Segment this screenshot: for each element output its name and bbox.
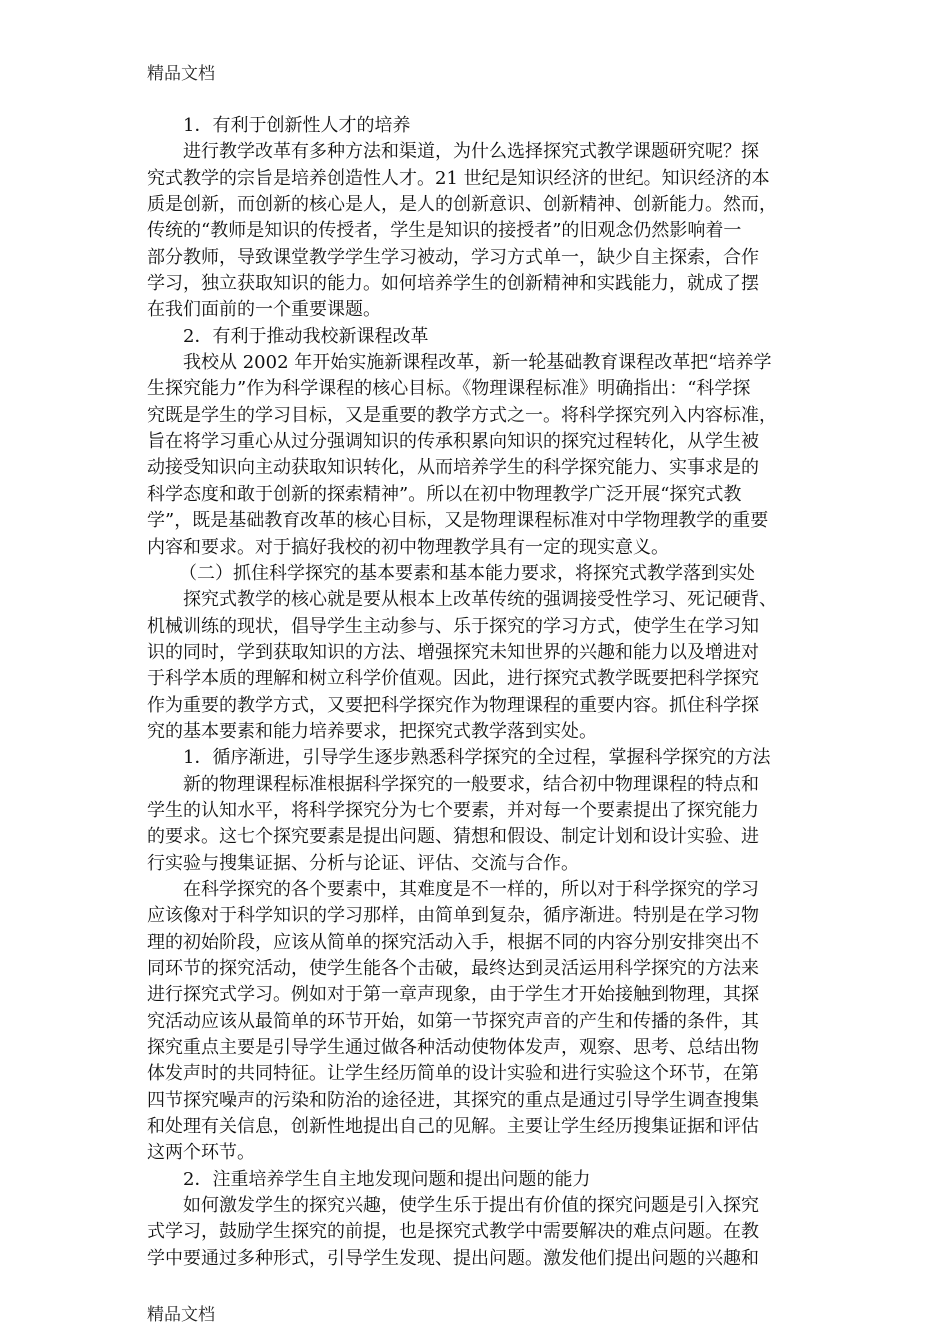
paragraph-line: 四节探究噪声的污染和防治的途径进，其探究的重点是通过引导学生调查搜集 bbox=[147, 1089, 759, 1111]
section-heading: 2．有利于推动我校新课程改革 bbox=[183, 325, 429, 347]
paragraph-line: 学生的认知水平，将科学探究分为七个要素，并对每一个要素提出了探究能力 bbox=[147, 799, 759, 821]
section-heading: 2．注重培养学生自主地发现问题和提出问题的能力 bbox=[183, 1168, 591, 1190]
paragraph-line: 的要求。这七个探究要素是提出问题、猜想和假设、制定计划和设计实验、进 bbox=[147, 826, 759, 848]
paragraph-line: 行实验与搜集证据、分析与论证、评估、交流与合作。 bbox=[147, 852, 579, 874]
paragraph-line: 机械训练的现状，倡导学生主动参与、乐于探究的学习方式，使学生在学习知 bbox=[147, 615, 759, 637]
paragraph-line: 作为重要的教学方式，又要把科学探究作为物理课程的重要内容。抓住科学探 bbox=[147, 694, 759, 716]
paragraph-line: 学中要通过多种形式，引导学生发现、提出问题。激发他们提出问题的兴趣和 bbox=[147, 1247, 759, 1269]
page-header: 精品文档 bbox=[147, 64, 215, 84]
paragraph-line: 生探究能力”作为科学课程的核心目标。《物理课程标准》明确指出：“科学探 bbox=[147, 378, 751, 400]
paragraph-line: 科学态度和敢于创新的探索精神”。所以在初中物理教学广泛开展“探究式教 bbox=[147, 483, 742, 505]
paragraph-line: 新的物理课程标准根据科学探究的一般要求，结合初中物理课程的特点和 bbox=[183, 773, 759, 795]
paragraph-line: 动接受知识向主动获取知识转化，从而培养学生的科学探究能力、实事求是的 bbox=[147, 457, 759, 479]
paragraph-line: 究式教学的宗旨是培养创造性人才。21 世纪是知识经济的世纪。知识经济的本 bbox=[147, 167, 770, 189]
paragraph-line: 于科学本质的理解和树立科学价值观。因此，进行探究式教学既要把科学探究 bbox=[147, 668, 759, 690]
paragraph-line: 我校从 2002 年开始实施新课程改革，新一轮基础教育课程改革把“培养学 bbox=[183, 352, 772, 374]
section-heading: 1．循序渐进，引导学生逐步熟悉科学探究的全过程，掌握科学探究的方法 bbox=[183, 747, 771, 769]
paragraph-line: 探究重点主要是引导学生通过做各种活动使物体发声，观察、思考、总结出物 bbox=[147, 1037, 759, 1059]
paragraph-line: 旨在将学习重心从过分强调知识的传承积累向知识的探究过程转化，从学生被 bbox=[147, 431, 759, 453]
paragraph-line: 应该像对于科学知识的学习那样，由简单到复杂，循序渐进。特别是在学习物 bbox=[147, 905, 759, 927]
paragraph-line: 在我们面前的一个重要课题。 bbox=[147, 299, 381, 321]
paragraph-line: 进行教学改革有多种方法和渠道，为什么选择探究式教学课题研究呢？探 bbox=[183, 141, 759, 163]
paragraph-line: 和处理有关信息，创新性地提出自己的见解。主要让学生经历搜集证据和评估 bbox=[147, 1116, 759, 1138]
document-body bbox=[147, 113, 809, 1272]
paragraph-line: 理的初始阶段，应该从简单的探究活动入手，根据不同的内容分别安排突出不 bbox=[147, 931, 759, 953]
paragraph-line: 进行探究式学习。例如对于第一章声现象，由于学生才开始接触到物理，其探 bbox=[147, 984, 759, 1006]
paragraph-line: 如何激发学生的探究兴趣，使学生乐于提出有价值的探究问题是引入探究 bbox=[183, 1195, 759, 1217]
paragraph-line: 传统的“教师是知识的传授者，学生是知识的接授者”的旧观念仍然影响着一 bbox=[147, 220, 742, 242]
paragraph-line: 探究式教学的核心就是要从根本上改革传统的强调接受性学习、死记硬背、 bbox=[183, 589, 777, 611]
paragraph-line: 在科学探究的各个要素中，其难度是不一样的，所以对于科学探究的学习 bbox=[183, 878, 759, 900]
paragraph-line: 究的基本要素和能力培养要求，把探究式教学落到实处。 bbox=[147, 720, 597, 742]
section-heading: （二）抓住科学探究的基本要素和基本能力要求，将探究式教学落到实处 bbox=[179, 562, 755, 584]
paragraph-line: 体发声时的共同特征。让学生经历简单的设计实验和进行实验这个环节，在第 bbox=[147, 1063, 759, 1085]
paragraph-line: 究活动应该从最简单的环节开始，如第一节探究声音的产生和传播的条件，其 bbox=[147, 1010, 759, 1032]
page-footer: 精品文档 bbox=[147, 1305, 215, 1325]
paragraph-line: 学习，独立获取知识的能力。如何培养学生的创新精神和实践能力，就成了摆 bbox=[147, 273, 759, 295]
paragraph-line: 质是创新，而创新的核心是人，是人的创新意识、创新精神、创新能力。然而， bbox=[147, 194, 777, 216]
paragraph-line: 这两个环节。 bbox=[147, 1142, 255, 1164]
paragraph-line: 识的同时，学到获取知识的方法、增强探究未知世界的兴趣和能力以及增进对 bbox=[147, 641, 759, 663]
paragraph-line: 部分教师，导致课堂教学学生学习被动，学习方式单一，缺少自主探索，合作 bbox=[147, 246, 759, 268]
section-heading: 1．有利于创新性人才的培养 bbox=[183, 115, 411, 136]
paragraph-line: 式学习，鼓励学生探究的前提，也是探究式教学中需要解决的难点问题。在教 bbox=[147, 1221, 759, 1243]
paragraph-line: 内容和要求。对于搞好我校的初中物理教学具有一定的现实意义。 bbox=[147, 536, 669, 558]
paragraph-line: 同环节的探究活动，使学生能各个击破，最终达到灵活运用科学探究的方法来 bbox=[147, 958, 759, 979]
paragraph-line: 究既是学生的学习目标，又是重要的教学方式之一。将科学探究列入内容标准， bbox=[147, 404, 777, 426]
paragraph-line: 学”，既是基础教育改革的核心目标，又是物理课程标准对中学物理教学的重要 bbox=[147, 510, 769, 532]
